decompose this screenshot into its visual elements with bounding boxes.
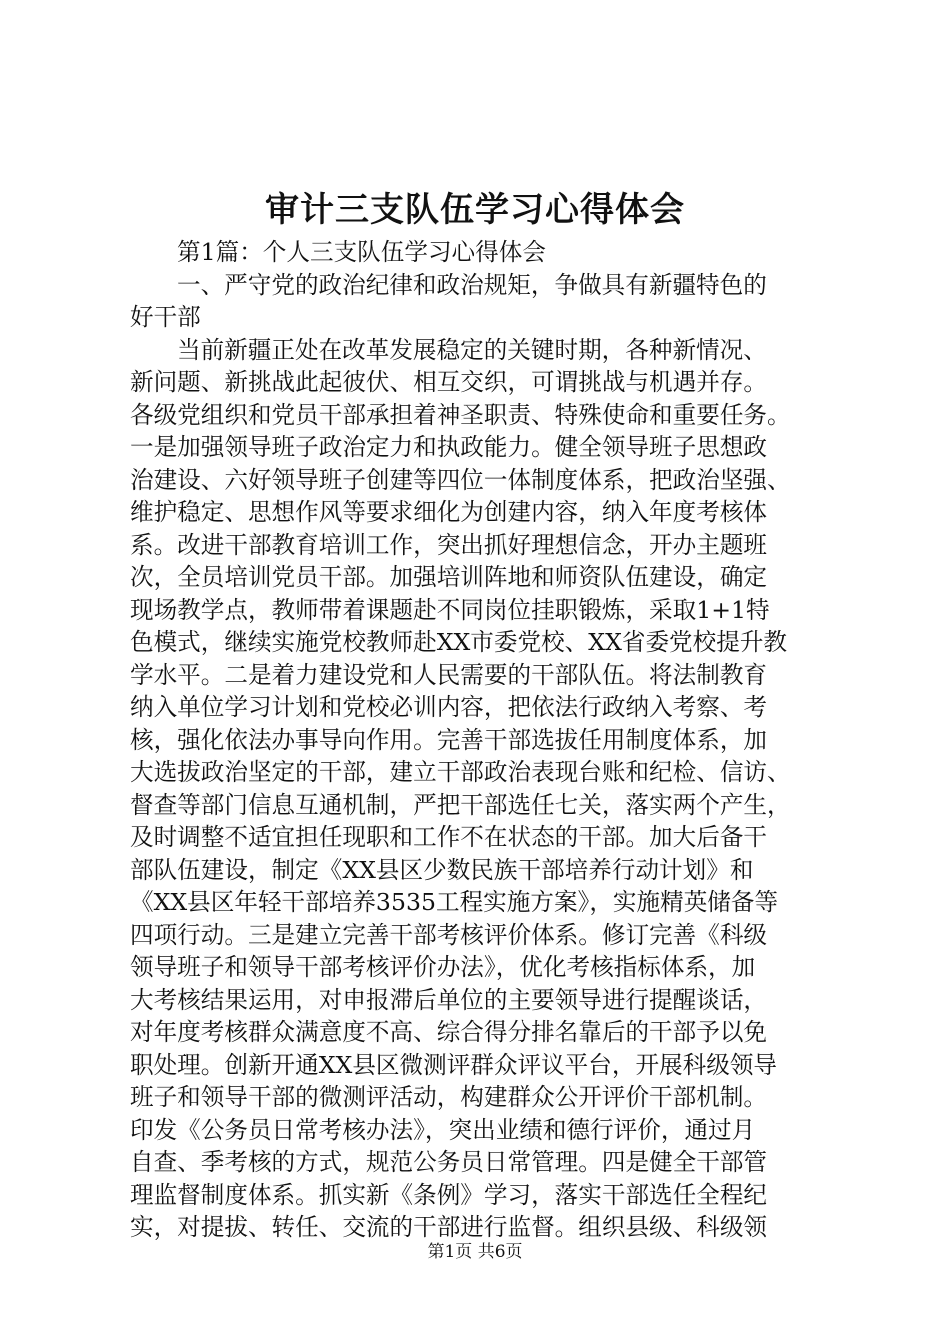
text-line: 实，对提拔、转任、交流的干部进行监督。组织县级、科级领	[130, 1213, 768, 1241]
text-line: 领导班子和领导干部考核评价办法》，优化考核指标体系，加	[130, 953, 756, 981]
text-line: 理监督制度体系。抓实新《条例》学习，落实干部选任全程纪	[130, 1180, 768, 1209]
text-line: 部队伍建设，制定《XX县区少数民族干部培养行动计划》和	[130, 855, 754, 884]
text-line: 职处理。创新开通XX县区微测评群众评议平台，开展科级领导	[130, 1050, 778, 1079]
text-line: 新问题、新挑战此起彼伏、相互交织，可谓挑战与机遇并存。	[130, 368, 768, 396]
text-line: 及时调整不适宜担任现职和工作不在状态的干部。加大后备干	[130, 823, 768, 851]
text-line: 一、严守党的政治纪律和政治规矩，争做具有新疆特色的	[177, 270, 767, 299]
text-line: 色模式，继续实施党校教师赴XX市委党校、XX省委党校提升教	[130, 628, 788, 656]
text-line: 当前新疆正处在改革发展稳定的关键时期，各种新情况、	[177, 335, 767, 364]
document-body	[130, 236, 830, 1244]
text-line: 系。改进干部教育培训工作，突出抓好理想信念，开办主题班	[130, 530, 768, 559]
text-line: 督查等部门信息互通机制，严把干部选任七关，落实两个产生，	[130, 790, 791, 819]
text-line: 大考核结果运用，对申报滞后单位的主要领导进行提醒谈话，	[130, 985, 768, 1014]
text-line: 纳入单位学习计划和党校必训内容，把依法行政纳入考察、考	[130, 693, 768, 721]
text-line: 一是加强领导班子政治定力和执政能力。健全领导班子思想政	[130, 433, 768, 461]
text-line: 自查、季考核的方式，规范公务员日常管理。四是健全干部管	[130, 1148, 768, 1176]
text-line: 核，强化依法办事导向作用。完善干部选拔任用制度体系，加	[130, 725, 768, 754]
text-line: 印发《公务员日常考核办法》，突出业绩和德行评价，通过月	[130, 1115, 756, 1144]
text-line: 各级党组织和党员干部承担着神圣职责、特殊使命和重要任务。	[130, 400, 791, 429]
text-line: 次，全员培训党员干部。加强培训阵地和师资队伍建设，确定	[130, 563, 768, 591]
text-line: 对年度考核群众满意度不高、综合得分排名靠后的干部予以免	[130, 1018, 768, 1046]
text-line: 现场教学点，教师带着课题赴不同岗位挂职锻炼，采取1+1特	[130, 595, 770, 624]
document-title: 审计三支队伍学习心得体会	[265, 190, 685, 230]
text-line: 维护稳定、思想作风等要求细化为创建内容，纳入年度考核体	[130, 498, 768, 526]
text-line: 治建设、六好领导班子创建等四位一体制度体系，把政治坚强、	[130, 465, 791, 494]
text-line: 大选拔政治坚定的干部，建立干部政治表现台账和纪检、信访、	[130, 758, 791, 786]
text-line: 班子和领导干部的微测评活动，构建群众公开评价干部机制。	[130, 1083, 768, 1111]
text-line: 四项行动。三是建立完善干部考核评价体系。修订完善《科级	[130, 920, 768, 949]
page-footer: 第1页 共6页	[427, 1242, 523, 1262]
text-line: 学水平。二是着力建设党和人民需要的干部队伍。将法制教育	[130, 660, 768, 689]
text-line: 第1篇：个人三支队伍学习心得体会	[177, 238, 546, 266]
text-line: 《XX县区年轻干部培养3535工程实施方案》，实施精英储备等	[130, 888, 779, 916]
text-line: 好干部	[130, 303, 201, 331]
